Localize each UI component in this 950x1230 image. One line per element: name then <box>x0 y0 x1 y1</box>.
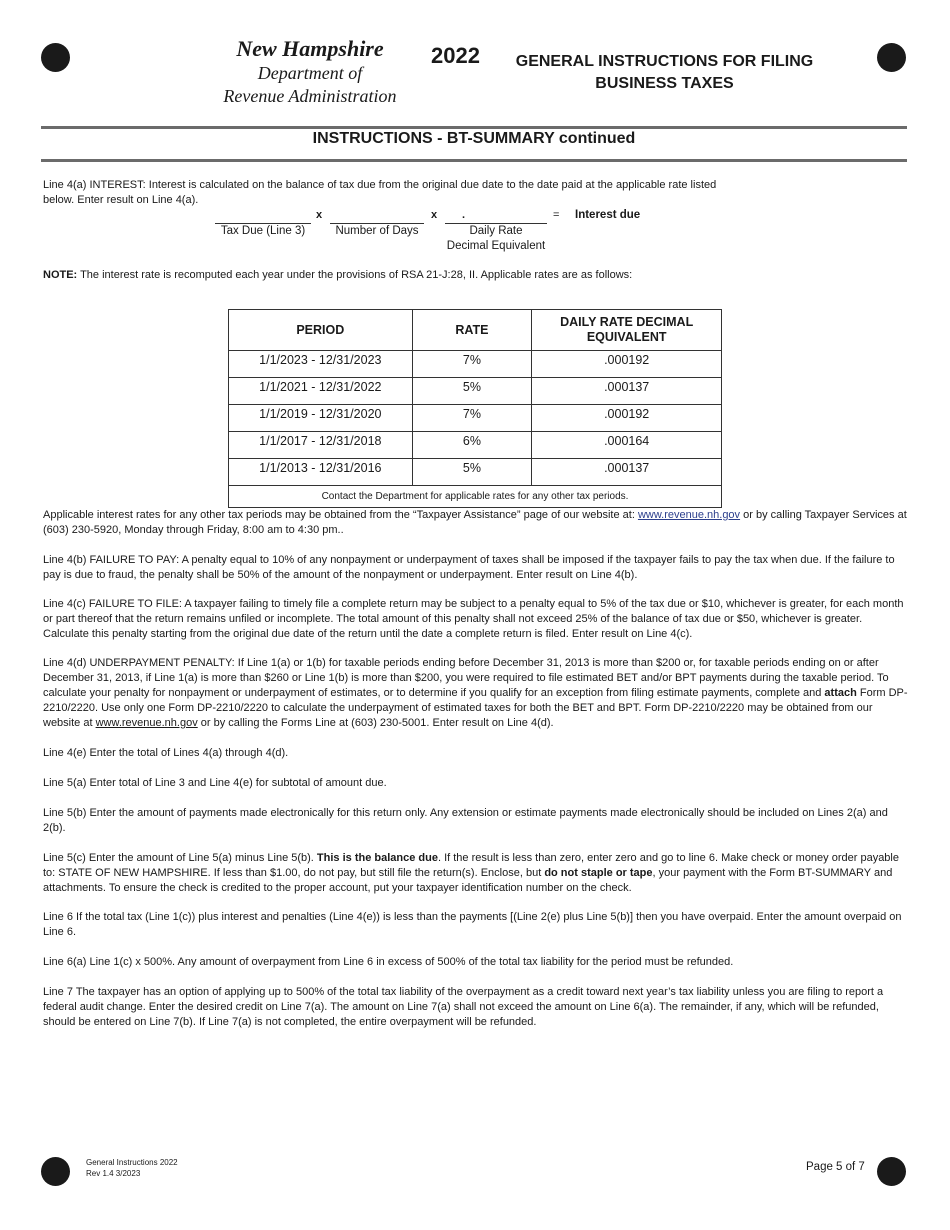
rate-cell: 5% <box>412 378 532 405</box>
header-period: PERIOD <box>229 310 413 351</box>
punch-hole-bottom-right <box>877 1157 906 1186</box>
daily-rate-cell: .000137 <box>532 459 722 486</box>
line-4d-text <box>43 656 909 731</box>
header-rate: RATE <box>412 310 532 351</box>
line-4d-part1: Line 4(d) UNDERPAYMENT PENALTY: If Line 1(a) or 1(b) for taxable periods ending before December 31, 2013 is more than $200 or, for taxable periods ending on or after December 31, 2013, if Line 1(a) is more than $260 or Line 1(b) is more than $200, you were required to file estimated BET and/or BPT payments during the taxable period. To calculate your penalty for nonpayment or underpayment of estimates, or to determine if you qualify for an exception from filing estimate payments, complete and <box>43 657 889 699</box>
period-cell: 1/1/2019 - 12/31/2020 <box>229 405 413 432</box>
daily-rate-cell: .000164 <box>532 432 722 459</box>
table-footnote: Contact the Department for applicable rates for any other tax periods. <box>229 486 722 508</box>
period-cell: 1/1/2021 - 12/31/2022 <box>229 378 413 405</box>
daily-rate-label-line2: Decimal Equivalent <box>446 240 546 252</box>
daily-rate-cell: .000192 <box>532 405 722 432</box>
note-text <box>43 268 909 283</box>
line-4a-text: Line 4(a) INTEREST: Interest is calculated on the balance of tax due from the original due date to the date paid at the applicable rate listed below. Enter result on Line 4(a). <box>43 179 717 206</box>
interest-rate-table <box>228 309 722 508</box>
agency-dept-line2: Revenue Administration <box>223 86 397 106</box>
note-label: NOTE: <box>43 269 78 281</box>
applicable-text-after: or by calling Taxpayer Services at (603) 230-5920, Monday through Friday, 8:00 am to 4:30 pm.. <box>43 509 907 536</box>
daily-rate-cell: .000137 <box>532 378 722 405</box>
table-row <box>229 351 722 378</box>
footer-rev: Rev 1.4 3/2023 <box>86 1169 141 1178</box>
footer-doc-name: General Instructions 2022 <box>86 1158 178 1167</box>
document-title-line1: GENERAL INSTRUCTIONS FOR FILING <box>515 53 814 70</box>
line-5c-bold1: This is the balance due <box>316 852 438 864</box>
rate-cell: 7% <box>412 351 532 378</box>
rate-cell: 7% <box>412 405 532 432</box>
multiply-sign-2: x <box>431 209 438 221</box>
line-4d-part3: or by calling the Forms Line at (603) 230-5001. Enter result on Line 4(d). <box>197 717 554 729</box>
website-link-2[interactable]: www.revenue.nh.gov <box>95 717 198 729</box>
line-4d-attach: attach <box>824 687 857 699</box>
agency-dept-line1: Department of <box>257 63 363 83</box>
period-cell: 1/1/2013 - 12/31/2016 <box>229 459 413 486</box>
line-4c-text: Line 4(c) FAILURE TO FILE: A taxpayer failing to timely file a complete return may be subject to a penalty equal to 5% of the tax due or $10, whichever is greater, for each month or part thereof that the return remains unfiled or incomplete. The total amount of this penalty shall not exceed 25% of the balance of tax due or $50, whichever is greater. Calculate this penalty starting from the original due date of the return until the date a complete return is filed. Enter result on Line 4(c). <box>43 598 904 640</box>
daily-rate-cell: .000192 <box>532 351 722 378</box>
website-link[interactable]: www.revenue.nh.gov <box>637 509 741 521</box>
line-6-text: Line 6 If the total tax (Line 1(c)) plus interest and penalties (Line 4(e)) is less than the payments [(Line 2(e) plus Line 5(b)] then you have overpaid. Enter the amount overpaid on Line 6. <box>43 911 902 938</box>
document-title-line2: BUSINESS TAXES <box>595 75 734 92</box>
line-5c-text <box>43 851 909 896</box>
applicable-text-before: Applicable interest rates for any other tax periods may be obtained from the “Taxpayer Assistance” page of our website at: <box>43 509 638 521</box>
section-title: INSTRUCTIONS - BT-SUMMARY continued <box>312 130 636 147</box>
line-5c-part3: , your payment with the Form BT-SUMMARY and attachments. To ensure the check is credited to the proper account, put your taxpayer identification number on the check. <box>43 867 893 894</box>
rate-cell: 5% <box>412 459 532 486</box>
table-row <box>229 378 722 405</box>
table-footnote-row <box>229 486 722 508</box>
line-4b-text: Line 4(b) FAILURE TO PAY: A penalty equal to 10% of any nonpayment or underpayment of taxes shall be imposed if the taxpayer fails to pay the tax when due. If the failure to pay is due to fraud, the penalty shall be 50% of the amount of the nonpayment or underpayment. Enter result on Line 4(b). <box>43 554 895 581</box>
equals-sign: = <box>553 209 560 221</box>
tax-due-label: Tax Due (Line 3) <box>220 225 306 237</box>
line-5c-part2: . If the result is less than zero, enter zero and go to line 6. Make check or money order payable to: STATE OF NEW HAMPSHIRE. If less than $1.00, do not pay, but still file the return(s). Enclose, but <box>43 852 899 879</box>
note-body: The interest rate is recomputed each year under the provisions of RSA 21-J:28, II. Applicable rates are as follows: <box>77 269 633 281</box>
punch-hole-bottom-left <box>41 1157 70 1186</box>
line-4e-text: Line 4(e) Enter the total of Lines 4(a) through 4(d). <box>43 747 289 759</box>
rate-cell: 6% <box>412 432 532 459</box>
multiply-sign-1: x <box>316 209 323 221</box>
line-5c-bold2: do not staple or tape <box>544 867 653 879</box>
line-7-text: Line 7 The taxpayer has an option of applying up to 500% of the total tax liability of the overpayment as a credit toward next year’s tax liability unless you are filing to report a federal audit change. Enter the desired credit on Line 7(a). The amount on Line 7(a) shall not exceed the amount on Line 6(a). The remainder, if any, which will be refunded, should be entered on Line 7(b). If Line 7(a) is not completed, the entire overpayment will be refunded. <box>43 986 884 1028</box>
tax-year: 2022 <box>431 43 480 68</box>
interest-due-label: Interest due <box>575 209 641 221</box>
line-5a-text: Line 5(a) Enter total of Line 3 and Line 4(e) for subtotal of amount due. <box>43 777 387 789</box>
header-daily-rate: DAILY RATE DECIMAL EQUIVALENT <box>532 310 722 351</box>
number-of-days-label: Number of Days <box>335 225 419 237</box>
line-6a-text: Line 6(a) Line 1(c) x 500%. Any amount of overpayment from Line 6 in excess of 500% of the total tax liability for the period must be refunded. <box>43 956 734 968</box>
daily-rate-label <box>440 224 552 254</box>
agency-state: New Hampshire <box>236 36 384 61</box>
line-5c-part1: Line 5(c) Enter the amount of Line 5(a) minus Line 5(b). <box>43 852 317 864</box>
page-number: Page 5 of 7 <box>806 1161 865 1173</box>
applicable-rates-text <box>43 508 909 538</box>
interest-formula <box>0 0 950 260</box>
table-row <box>229 432 722 459</box>
table-row <box>229 459 722 486</box>
daily-rate-label-line1: Daily Rate <box>469 225 523 237</box>
table-header-row <box>229 310 722 351</box>
line-5b-text: Line 5(b) Enter the amount of payments made electronically for this return only. Any extension or estimate payments made electronically should be included on Lines 2(a) and 2(b). <box>43 807 888 834</box>
period-cell: 1/1/2023 - 12/31/2023 <box>229 351 413 378</box>
period-cell: 1/1/2017 - 12/31/2018 <box>229 432 413 459</box>
table-row <box>229 405 722 432</box>
decimal-point: . <box>462 209 466 221</box>
line-4d-part2: Form DP-2210/2220. Use only one Form DP-2210/2220 to calculate the underpayment of estimated taxes for both the BET and BPT. Form DP-2210/2220 may be obtained from our website at <box>43 687 908 729</box>
footer-revision <box>86 1157 178 1179</box>
